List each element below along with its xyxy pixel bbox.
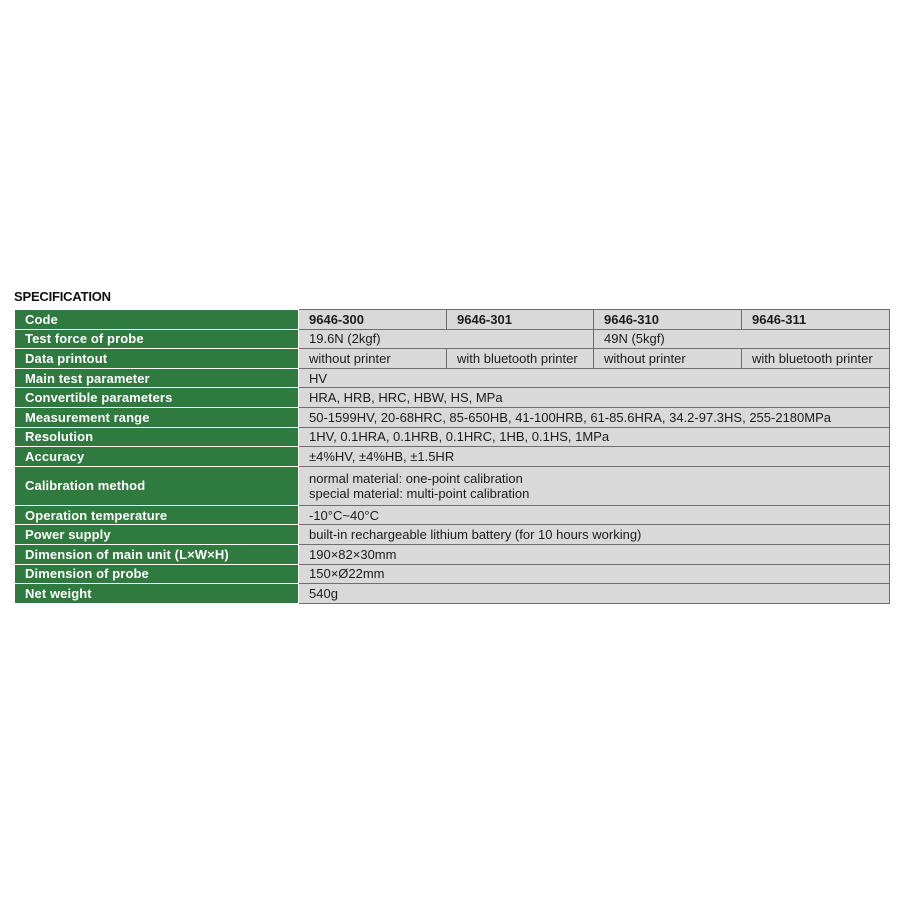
model-9646-310: 9646-310 (594, 310, 742, 330)
spec-table (14, 309, 890, 604)
label-range: Measurement range (15, 407, 299, 427)
row-operation-temp (15, 505, 890, 525)
row-dim-main (15, 544, 890, 564)
test-force-5kgf: 49N (5kgf) (594, 329, 890, 349)
model-9646-300: 9646-300 (299, 310, 447, 330)
value-calibration (299, 466, 890, 505)
label-dim-probe: Dimension of probe (15, 564, 299, 584)
label-accuracy: Accuracy (15, 447, 299, 467)
value-accuracy: ±4%HV, ±4%HB, ±1.5HR (299, 447, 890, 467)
row-range (15, 407, 890, 427)
label-power: Power supply (15, 525, 299, 545)
label-calibration: Calibration method (15, 466, 299, 505)
row-code (15, 310, 890, 330)
calibration-normal: normal material: one-point calibration (309, 470, 523, 486)
value-weight: 540g (299, 584, 890, 604)
label-dim-main: Dimension of main unit (L×W×H) (15, 544, 299, 564)
row-data-printout (15, 349, 890, 369)
label-weight: Net weight (15, 584, 299, 604)
row-main-param (15, 368, 890, 388)
row-accuracy (15, 447, 890, 467)
label-code: Code (15, 310, 299, 330)
model-9646-311: 9646-311 (742, 310, 890, 330)
value-main-param: HV (299, 368, 890, 388)
value-power: built-in rechargeable lithium battery (for 10 hours working) (299, 525, 890, 545)
value-dim-probe: 150×Ø22mm (299, 564, 890, 584)
row-calibration (15, 466, 890, 505)
value-range: 50-1599HV, 20-68HRC, 85-650HB, 41-100HRB, 61-85.6HRA, 34.2-97.3HS, 255-2180MPa (299, 407, 890, 427)
spec-title: SPECIFICATION (14, 289, 111, 304)
label-operation-temp: Operation temperature (15, 505, 299, 525)
label-resolution: Resolution (15, 427, 299, 447)
calibration-special: special material: multi-point calibration (309, 485, 530, 501)
value-dim-main: 190×82×30mm (299, 544, 890, 564)
value-convertible: HRA, HRB, HRC, HBW, HS, MPa (299, 388, 890, 408)
value-resolution: 1HV, 0.1HRA, 0.1HRB, 0.1HRC, 1HB, 0.1HS, 1MPa (299, 427, 890, 447)
test-force-2kgf: 19.6N (2kgf) (299, 329, 594, 349)
printout-301: with bluetooth printer (447, 349, 594, 369)
label-convertible: Convertible parameters (15, 388, 299, 408)
printout-300: without printer (299, 349, 447, 369)
row-power (15, 525, 890, 545)
row-weight (15, 584, 890, 604)
printout-311: with bluetooth printer (742, 349, 890, 369)
row-dim-probe (15, 564, 890, 584)
label-main-param: Main test parameter (15, 368, 299, 388)
model-9646-301: 9646-301 (447, 310, 594, 330)
row-convertible (15, 388, 890, 408)
printout-310: without printer (594, 349, 742, 369)
row-resolution (15, 427, 890, 447)
label-test-force: Test force of probe (15, 329, 299, 349)
row-test-force (15, 329, 890, 349)
label-data-printout: Data printout (15, 349, 299, 369)
value-operation-temp: -10°C~40°C (299, 505, 890, 525)
